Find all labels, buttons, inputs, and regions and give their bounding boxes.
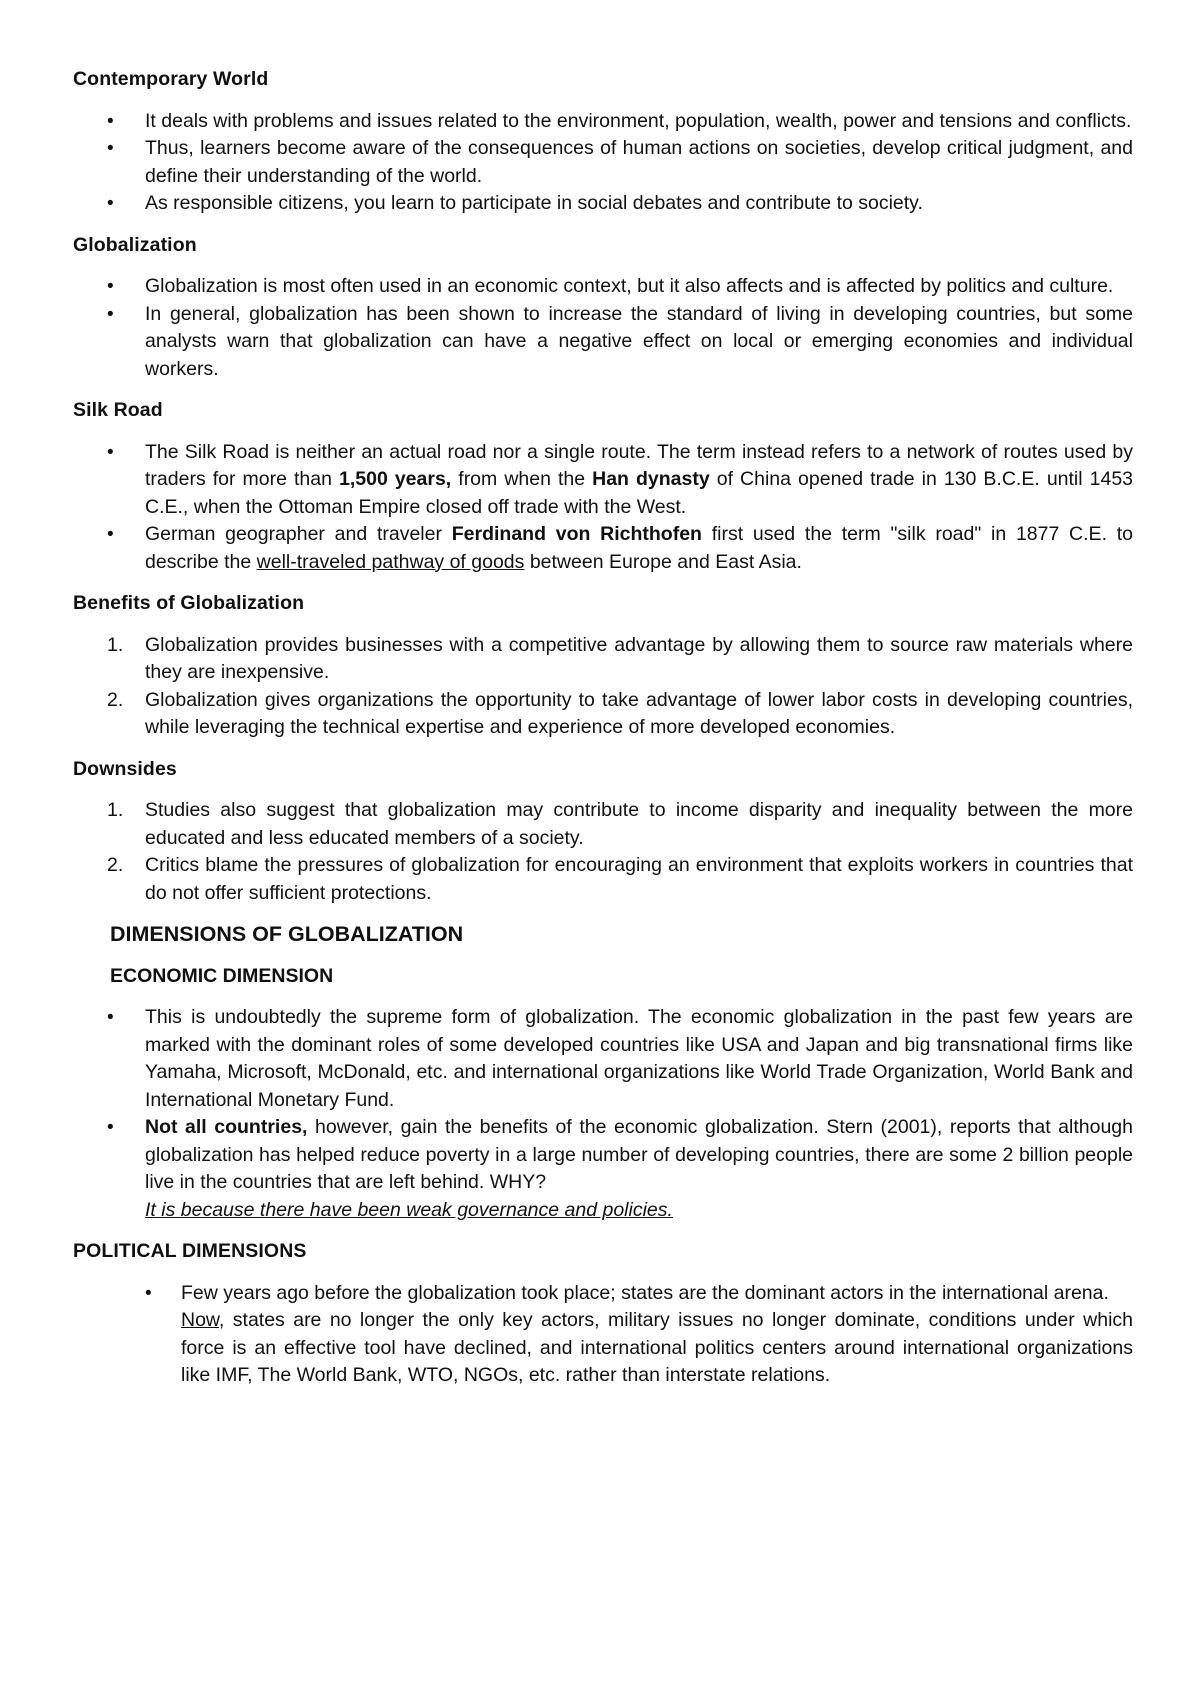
list-item: • In general, globalization has been shown to increase the standard of living in developing countries, but some analysts warn that globalization can have a negative effect on local or emerging economies and individual workers.	[107, 302, 1133, 380]
list-item: • Not all countries, however, gain the benefits of the economic globalization. Stern (2001), reports that although globalization has helped reduce poverty in a large number of developing countries, there are some 2 billion people live in the countries that are left behind. WHY? It is because there have been weak governance and policies.	[107, 1116, 1133, 1221]
list-number: 1.	[107, 633, 124, 656]
section-heading-globalization: Globalization	[73, 233, 197, 256]
bullet-icon: •	[107, 441, 114, 463]
benefits-numbered-list	[73, 632, 1133, 742]
list-number: 1.	[107, 799, 124, 821]
list-item: • The Silk Road is neither an actual road nor a single route. The term instead refers to a network of routes used by traders for more than 1,500 years, from when the Han dynasty of China opened trade in 130 B.C.E. until 1453 C.E., when the Ottoman Empire closed off trade with the West.	[107, 440, 1134, 518]
section-heading-contemporary-world: Contemporary World	[73, 68, 269, 90]
list-item: • Thus, learners become aware of the consequences of human actions on societies, develop critical judgment, and define their understanding of the world.	[107, 137, 1133, 187]
political-bullet-list	[73, 1280, 1133, 1390]
list-item: • As responsible citizens, you learn to participate in social debates and contribute to society.	[73, 190, 1133, 218]
bullet-icon: •	[107, 1007, 114, 1028]
section-heading-silk-road: Silk Road	[73, 399, 163, 421]
list-item: • Globalization is most often used in an economic context, but it also affects and is affected by politics and culture.	[73, 273, 1133, 301]
contemporary-bullet-list	[73, 108, 1133, 218]
list-item: 1. Globalization provides businesses with a competitive advantage by allowing them to source raw materials where they are inexpensive.	[107, 633, 1133, 683]
list-item: 1. Studies also suggest that globalization may contribute to income disparity and inequality between the more educated and less educated members of a society.	[107, 799, 1133, 849]
list-item: • Few years ago before the globalization took place; states are the dominant actors in the international arena. Now, states are no longer the only key actors, military issues no longer dominate, conditions under which force is an effective tool have declined, and international politics centers around international organizations like IMF, The World Bank, WTO, NGOs, etc. rather than interstate relations.	[145, 1281, 1133, 1386]
section-heading-benefits: Benefits of Globalization	[73, 592, 305, 614]
bullet-icon: •	[107, 138, 114, 159]
list-item: • It deals with problems and issues related to the environment, population, wealth, power and tensions and conflicts.	[73, 108, 1133, 136]
globalization-bullet-list	[73, 273, 1133, 383]
bullet-icon: •	[107, 524, 114, 545]
list-item: • This is undoubtedly the supreme form of globalization. The economic globalization in the past few years are marked with the dominant roles of some developed countries like USA and Japan and big transnational firms like Yamaha, Microsoft, McDonald, etc. and international organizations like World Trade Organization, World Bank and International Monetary Fund.	[107, 1006, 1133, 1111]
list-item: 2. Critics blame the pressures of globalization for encouraging an environment that exploits workers in countries that do not offer sufficient protections.	[107, 854, 1133, 904]
bullet-icon: •	[107, 1117, 114, 1138]
dimensions-title: DIMENSIONS OF GLOBALIZATION	[110, 922, 464, 946]
bullet-icon: •	[107, 193, 114, 214]
downsides-numbered-list	[73, 797, 1133, 907]
list-item: 2. Globalization gives organizations the opportunity to take advantage of lower labor costs in developing countries, while leveraging the technical expertise and experience of more developed economies.	[107, 688, 1133, 738]
section-heading-political: POLITICAL DIMENSIONS	[73, 1240, 307, 1262]
answer-text: It is because there have been weak governance and policies.	[145, 1198, 673, 1221]
bullet-icon: •	[107, 303, 114, 325]
economic-bullet-list	[73, 1004, 1133, 1224]
bullet-icon: •	[107, 276, 114, 297]
document-page	[73, 66, 1133, 1404]
bullet-icon: •	[145, 1282, 152, 1304]
list-number: 2.	[107, 854, 124, 876]
bullet-icon: •	[107, 110, 114, 132]
section-heading-downsides: Downsides	[73, 757, 177, 780]
list-item: • German geographer and traveler Ferdinand von Richthofen first used the term "silk road" in 1877 C.E. to describe the well-traveled pathway of goods between Europe and East Asia.	[107, 523, 1133, 573]
list-number: 2.	[107, 688, 124, 711]
silk-road-bullet-list	[73, 439, 1133, 577]
economic-dimension-heading: ECONOMIC DIMENSION	[110, 964, 334, 987]
